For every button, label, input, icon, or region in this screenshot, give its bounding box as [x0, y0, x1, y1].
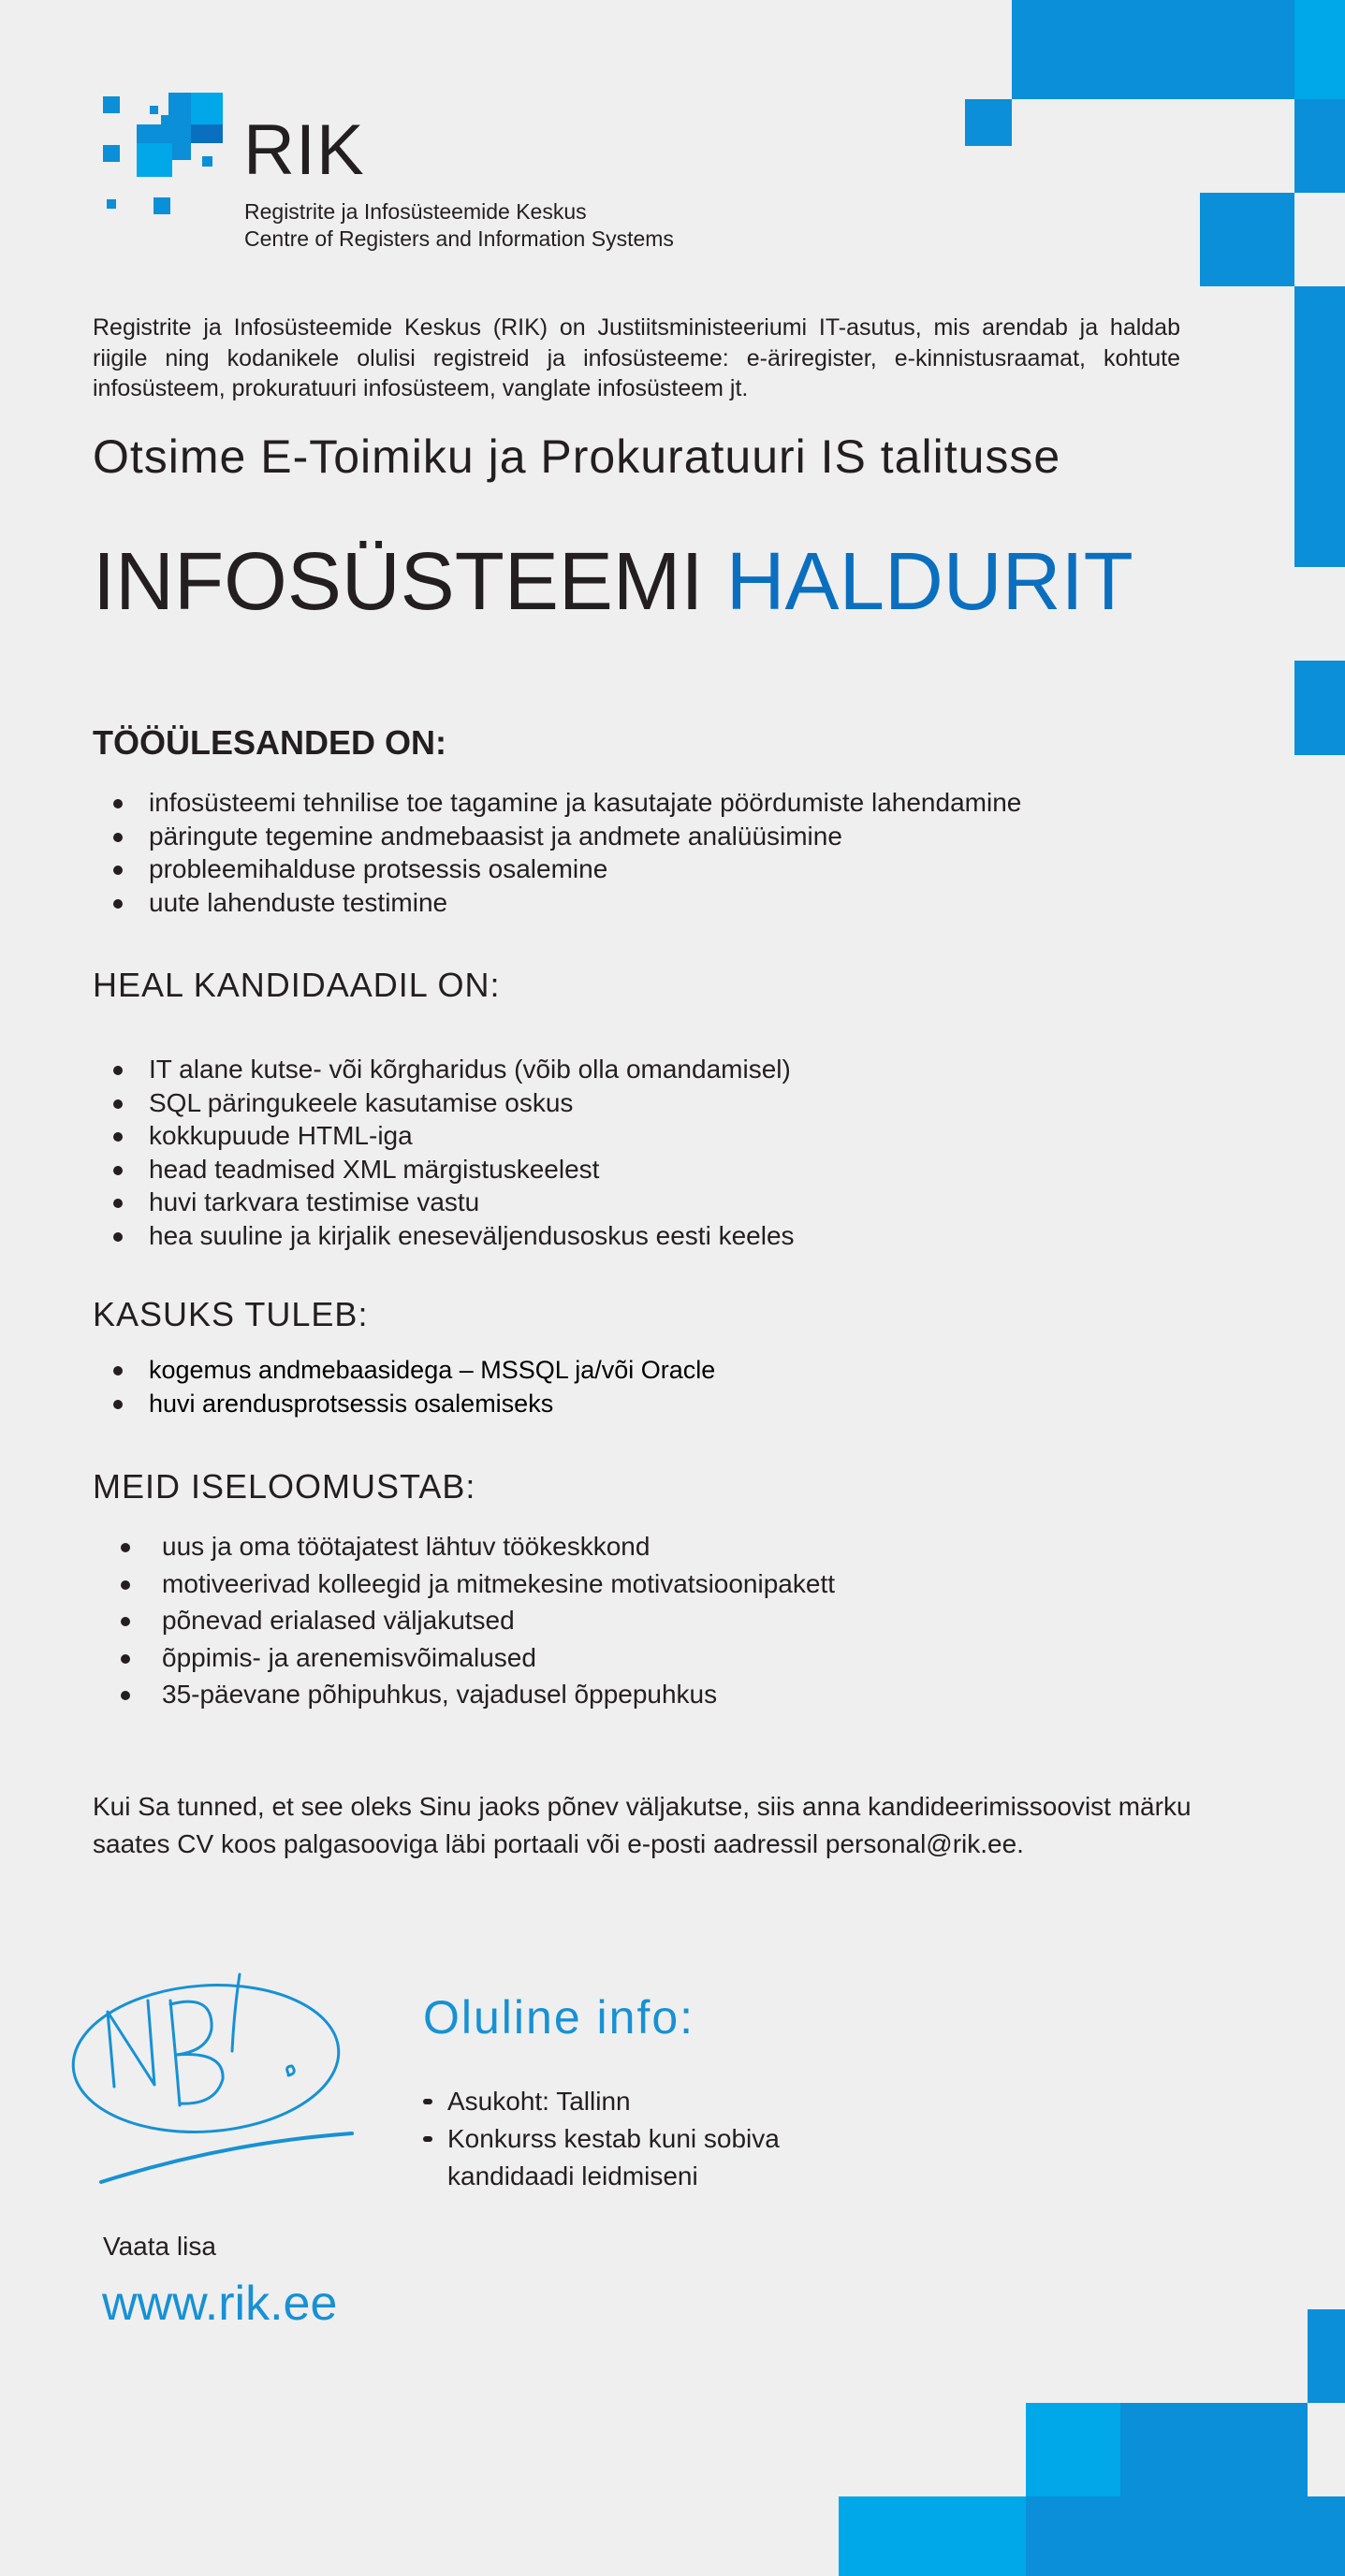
info-title: Oluline info:	[423, 1991, 695, 2044]
list-item: päringute tegemine andmebaasist ja andmete analüüsimine	[93, 820, 1021, 853]
logo-name: RIK	[243, 110, 365, 190]
list-item: Konkurss kestab kuni sobiva kandidaadi leidmiseni	[423, 2120, 859, 2195]
rik-logo	[94, 89, 749, 257]
decor-block	[1120, 2403, 1308, 2496]
duties-heading: TÖÖÜLESANDED ON:	[93, 723, 446, 762]
decor-block	[1308, 2309, 1345, 2403]
decor-block	[1294, 661, 1345, 755]
nb-note-drawing	[66, 1965, 365, 2190]
logo-subtitle-en: Centre of Registers and Information Systems	[244, 226, 674, 251]
list-item: SQL päringukeele kasutamise oskus	[93, 1086, 795, 1120]
list-item: 35-päevane põhipuhkus, vajadusel õppepuhkus	[93, 1676, 835, 1713]
closing-paragraph: Kui Sa tunned, et see oleks Sinu jaoks põnev väljakutse, siis anna kandideerimissoovist märku saates CV koos palgasooviga läbi portaali või e-posti aadressil personal@rik.ee.	[93, 1792, 1191, 1858]
advantage-list	[93, 1353, 715, 1420]
list-item: kogemus andmebaasidega – MSSQL ja/või Oracle	[93, 1353, 715, 1387]
list-item: infosüsteemi tehnilise toe tagamine ja kasutajate pöördumiste lahendamine	[93, 786, 1021, 820]
list-item: huvi arendusprotsessis osalemiseks	[93, 1387, 715, 1420]
duties-list	[93, 786, 1021, 919]
about-heading: MEID ISELOOMUSTAB:	[93, 1467, 476, 1506]
logo-subtitle-et: Registrite ja Infosüsteemide Keskus	[244, 199, 587, 224]
decor-block	[1294, 286, 1345, 567]
candidate-heading: HEAL KANDIDAADIL ON:	[93, 966, 501, 1004]
list-item: uus ja oma töötajatest lähtuv töökeskkond	[93, 1528, 835, 1565]
decor-block	[839, 2496, 1026, 2576]
about-list	[93, 1528, 835, 1713]
list-item: IT alane kutse- või kõrgharidus (võib olla omandamisel)	[93, 1053, 795, 1086]
lead-text: Otsime E-Toimiku ja Prokuratuuri IS talitusse	[93, 430, 1061, 483]
decor-block	[1294, 99, 1345, 193]
candidate-list	[93, 1053, 795, 1252]
list-item: huvi tarkvara testimise vastu	[93, 1186, 795, 1219]
list-item: head teadmised XML märgistuskeelest	[93, 1153, 795, 1186]
list-item: põnevad erialased väljakutsed	[93, 1602, 835, 1639]
list-item: motiveerivad kolleegid ja mitmekesine motivatsioonipakett	[93, 1565, 835, 1603]
job-title-part1: INFOSÜSTEEMI	[93, 536, 704, 627]
list-item: Asukoht: Tallinn	[423, 2083, 859, 2120]
decor-block	[1200, 193, 1294, 286]
list-item: õppimis- ja arenemisvõimalused	[93, 1639, 835, 1677]
rik-logo-mark	[94, 89, 234, 220]
list-item: uute lahenduste testimine	[93, 886, 1021, 920]
list-item: probleemihalduse protsessis osalemine	[93, 852, 1021, 886]
decor-block	[1026, 2403, 1120, 2496]
job-title-part2: HALDURIT	[725, 536, 1133, 627]
website-link[interactable]: www.rik.ee	[102, 2277, 338, 2331]
intro-paragraph: Registrite ja Infosüsteemide Keskus (RIK) on Justiitsministeeriumi IT-asutus, mis arendab ja haldab riigile ning kodanikele olulisi registreid ja infosüsteeme: e-äriregister, e-kinnistusraamat, kohtute infosüsteem, prokuratuuri infosüsteem, vanglate infosüsteem jt.	[93, 314, 1180, 401]
decor-block	[1294, 0, 1345, 99]
info-list	[423, 2083, 859, 2195]
job-title	[93, 536, 1133, 627]
advantage-heading: KASUKS TULEB:	[93, 1295, 369, 1333]
decor-block	[1026, 2496, 1345, 2576]
list-item: kokkupuude HTML-iga	[93, 1119, 795, 1153]
decor-block	[1012, 0, 1294, 99]
decor-block	[965, 99, 1012, 146]
see-more-label: Vaata lisa	[103, 2232, 216, 2261]
list-item: hea suuline ja kirjalik eneseväljendusoskus eesti keeles	[93, 1219, 795, 1253]
